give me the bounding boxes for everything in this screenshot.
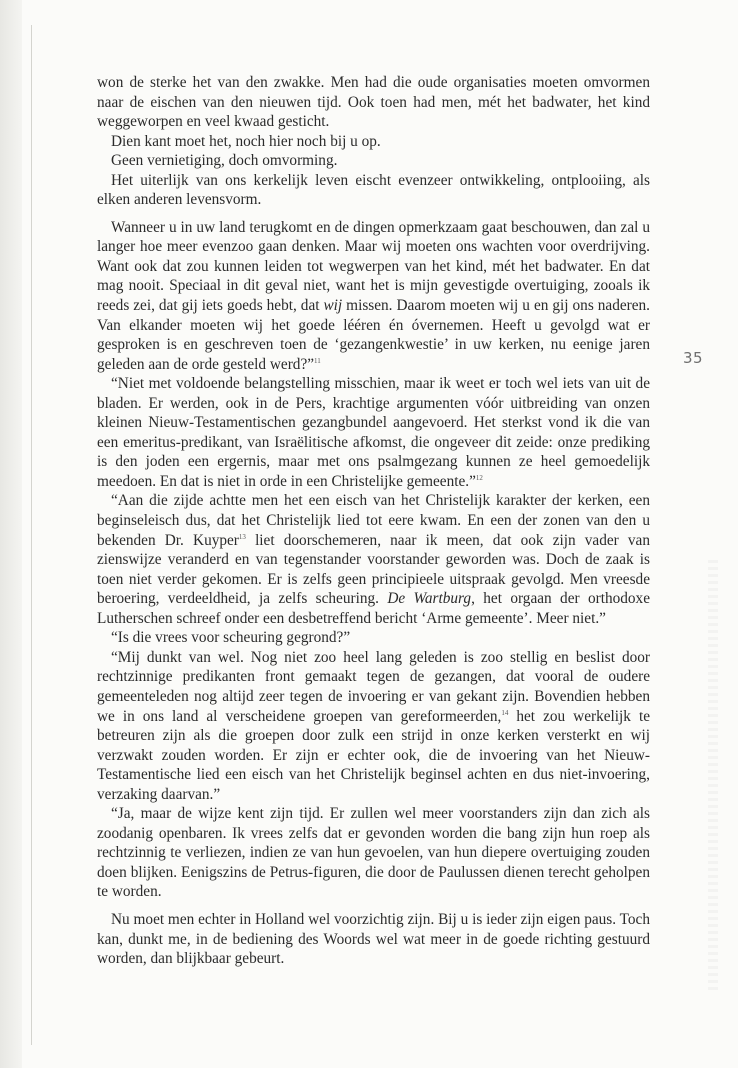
paragraph-text: liet doorschemeren, naar ik meen, dat ook zijn vader van zienswijze veranderd en van tegenstander voorstander geworden was. Doch de zaak is toen niet verder gekomen. Er is zelfs geen principieele uitspraak gevolgd. Men vreesde beroering, verdeeldheid, ja zelfs scheuring. xyxy=(97,531,650,608)
paragraph xyxy=(97,491,650,628)
paragraph xyxy=(97,218,650,374)
paragraph: won de sterke het van den zwakke. Men had die oude organisaties moeten omvormen naar de eischen van den nieuwen tijd. Ook toen had men, mét het badwater, het kind weggeworpen en veel kwaad gesticht. xyxy=(97,74,650,131)
footnote-marker: 13 xyxy=(238,532,246,541)
paragraph: Dien kant moet het, noch hier noch bij u op. xyxy=(111,132,381,150)
footnote-marker: 11 xyxy=(314,356,321,365)
paragraph: Nu moet men echter in Holland wel voorzichtig zijn. Bij u is ieder zijn eigen paus. Toch kan, dunkt me, in de bediening des Woords wel wat meer in de goede richting gestuurd worden, dan blijkbaar gebeurt. xyxy=(97,910,650,968)
paragraph: Het uiterlijk van ons kerkelijk leven eischt evenzeer ontwikkeling, ontplooiing, als elken anderen levensvorm. xyxy=(97,171,650,209)
show-through-text xyxy=(708,560,718,990)
paragraph-text: Wanneer u in uw land terugkomt en de dingen opmerkzaam gaat beschouwen, dan zal u langer hoe meer evenzoo gaan denken. Maar wij moeten ons wachten voor overdrijving. Want ook dat zou kunnen leiden tot wegwerpen van het kind, mét het badwater. En dat mag nooit. Speciaal in dit geval niet, want het is mijn gevestigde overtuiging, zooals ik reeds zei, dat gij iets goeds hebt, dat xyxy=(97,218,650,315)
footnote-marker: 14 xyxy=(501,708,509,717)
paragraph-text: “Mij dunkt van wel. Nog niet zoo heel lang geleden is zoo stellig en beslist door rechtzinnige predikanten front gemaakt tegen de gezangen, dat vooral de oudere gemeenteleden nog altijd zeer tegen de invoering er van gekant zijn. Bovendien hebben we in ons land al verscheidene groepen van gereformeerden, xyxy=(97,648,650,725)
paragraph-text: het zou werkelijk te betreuren zijn als die groepen door zulk een strijd in onze kerken versterkt en wij verzwakt zouden worden. Er zijn er echter ook, die de invoering van het Nieuw-Testamentische lied een eisch van het Christelijk beginsel achten en dus niet-invoering, verzaking daarvan.” xyxy=(97,707,650,803)
paragraph: “Ja, maar de wijze kent zijn tijd. Er zullen wel meer voorstanders zijn dan zich als zoodanig openbaren. Ik vrees zelfs dat er gevonden worden die bang zijn hun roep als rechtzinnig te verliezen, indien ze van hun gevoelen, van hun diepere overtuiging zouden doen blijken. Eenigszins de Petrus-figuren, die door de Paulussen dienen terecht geholpen te worden. xyxy=(97,805,650,901)
paragraph xyxy=(97,374,650,491)
footnote-marker: 12 xyxy=(475,473,483,482)
paragraph-text: missen. Daarom moeten wij u en gij ons naderen. Van elkander moeten wij het goede lééren én óvernemen. Heeft u gevolgd wat er gesproken is en geschreven toen de ‘gezangenkwestie’ in uw kerken, nu eenige jaren geleden aan de orde gesteld werd?” xyxy=(97,297,650,373)
emphasis: wij xyxy=(323,297,343,315)
page-number: 35 xyxy=(683,349,704,367)
body-text xyxy=(97,73,650,969)
journal-title: De Wartburg xyxy=(387,590,472,608)
gutter-line xyxy=(31,25,32,1045)
paragraph: Geen vernietiging, doch omvorming. xyxy=(111,152,338,170)
paragraph: “Is die vrees voor scheuring gegrond?” xyxy=(111,629,351,647)
paragraph xyxy=(97,648,650,804)
paragraph-text: “Aan die zijde achtte men het een eisch van het Christelijk karakter der kerken, een beginseleisch dus, dat het Christelijk lied tot eere kwam. En een der zonen van den u bekenden Dr. Kuyper xyxy=(97,492,650,549)
paragraph-text: “Niet met voldoende belangstelling misschien, maar ik weet er toch wel iets van uit de bladen. Er werden, ook in de Pers, krachtige argumenten vóór uitbreiding van onzen kleinen Nieuw-Testamentischen gezangbundel aangevoerd. Het sterkst vond ik die van een emeritus-predikant, van Israëlitische afkomst, die ongeveer dit zeide: onze prediking is den joden een ergernis, maar met ons psalmgezang kunnen ze heel gemoedelijk meedoen. En dat is niet in orde in een Christelijke gemeente.” xyxy=(97,375,650,490)
paragraph-text: , het orgaan der orthodoxe Lutherschen schreef onder een desbetreffend bericht ‘Arme gemeente’. Meer niet.” xyxy=(97,590,650,627)
page-edge-shadow xyxy=(0,0,22,1068)
